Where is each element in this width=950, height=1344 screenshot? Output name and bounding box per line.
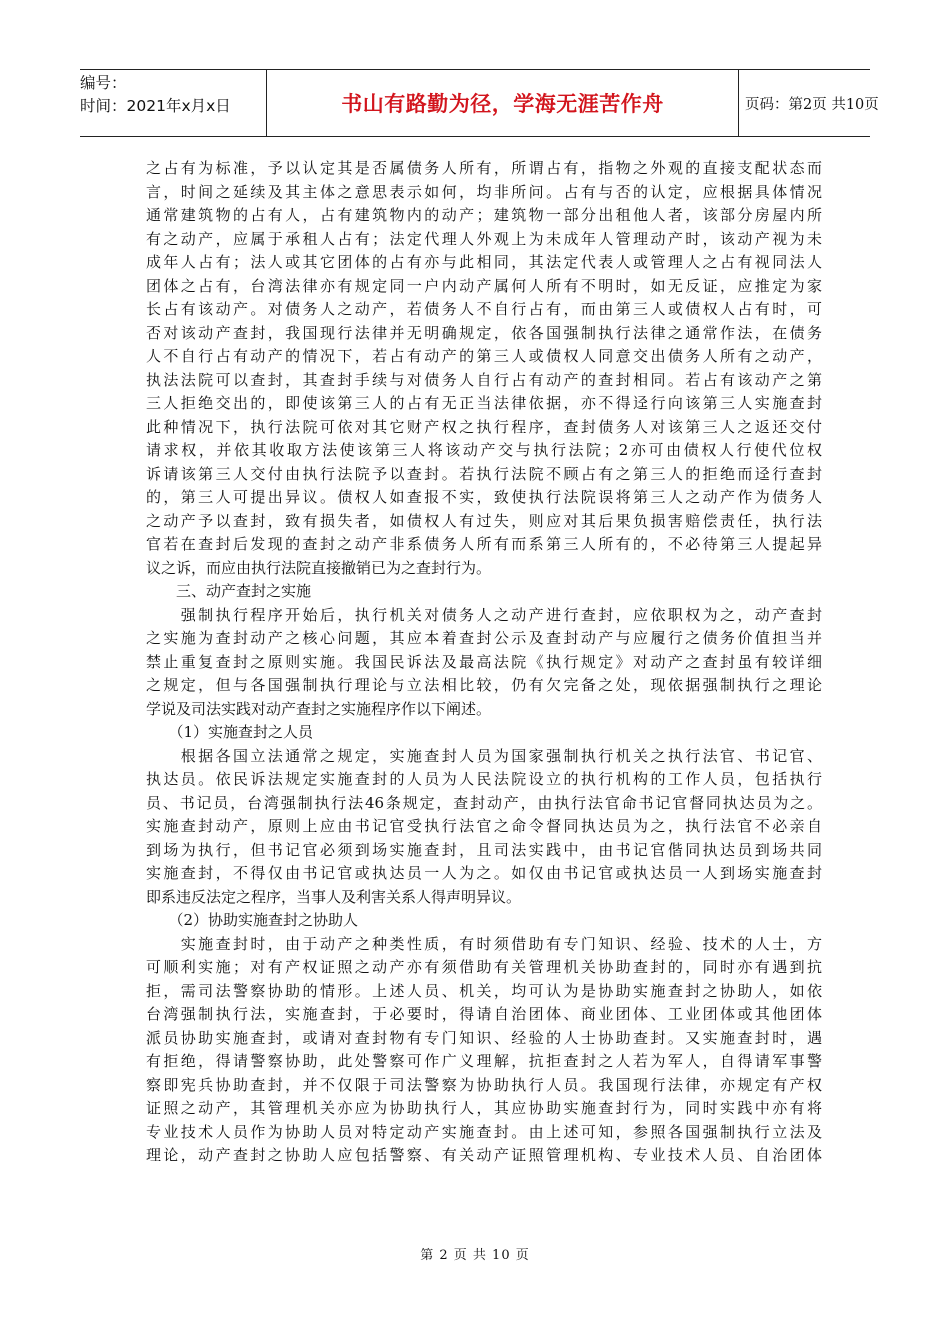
body-text-line: 通常建筑物的占有人，占有建筑物内的动产；建筑物一部分出租他人者，该部分房屋内所	[146, 206, 822, 224]
page-header	[80, 69, 879, 137]
body-text-line: 台湾强制执行法，实施查封，于必要时，得请自治团体、商业团体、工业团体或其他团体	[146, 1005, 822, 1023]
body-text-line: （2）协助实施查封之协助人	[146, 911, 359, 929]
body-text-line: 有拒绝，得请警察协助，此处警察可作广义理解，抗拒查封之人若为军人，自得请军事警	[146, 1052, 822, 1070]
body-text-line: 即系违反法定之程序，当事人及利害关系人得声明异议。	[146, 887, 522, 906]
body-text-line: 执达员。依民诉法规定实施查封的人员为人民法院设立的执行机构的工作人员，包括执行	[146, 770, 822, 788]
body-text-line: 之动产予以查封，致有损失者，如债权人有过失，则应对其后果负损害赔偿责任，执行法	[146, 511, 822, 530]
body-text-line: 拒，需司法警察协助的情形。上述人员、机关，均可认为是协助实施查封之协助人，如依	[146, 981, 822, 1000]
body-text-line: 员、书记员，台湾强制执行法46条规定，查封动产，由执行法官命书记官督同执达员为之。	[146, 793, 822, 812]
body-text-line: 言，时间之延续及其主体之意思表示如何，均非所问。占有与否的认定，应根据具体情况	[146, 182, 822, 201]
body-text-line: 议之诉，而应由执行法院直接撤销已为之查封行为。	[146, 558, 492, 577]
body-text-line: 实施查封，不得仅由书记官或执达员一人为之。如仅由书记官或执达员一人到场实施查封	[146, 864, 822, 882]
header-meta	[80, 70, 267, 136]
body-text-line: 可顺利实施；对有产权证照之动产亦有须借助有关管理机关协助查封的，同时亦有遇到抗	[146, 958, 822, 976]
body-text-line: 三、动产查封之实施	[146, 582, 312, 600]
document-number-label: 编号：	[80, 74, 127, 92]
body-text-line: 察即宪兵协助查封，并不仅限于司法警察为协助执行人员。我国现行法律，亦规定有产权	[146, 1075, 822, 1094]
header-motto-cell	[267, 70, 739, 136]
header-page-cell	[739, 70, 879, 136]
body-text-line: 长占有该动产。对债务人之动产，若债务人不自行占有，而由第三人或债权人占有时，可	[146, 300, 822, 318]
body-text-line: 三人拒绝交出的，即使该第三人的占有无正当法律依据，亦不得迳行向该第三人实施查封	[146, 394, 822, 412]
header-motto: 书山有路勤为径，学海无涯苦作舟	[341, 92, 664, 116]
body-text-line: 之规定，但与各国强制执行理论与立法相比较，仍有欠完备之处，现依据强制执行之理论	[146, 676, 822, 694]
body-text-line: 请求权，并依其收取方法使该第三人将该动产交与执行法院；2亦可由债权人行使代位权	[146, 441, 822, 459]
body-text-line: 专业技术人员作为协助人员对特定动产实施查封。由上述可知，参照各国强制执行立法及	[146, 1122, 822, 1141]
body-text-line: 实施查封时，由于动产之种类性质，有时须借助有专门知识、经验、技术的人士，方	[146, 934, 822, 953]
body-text-line: 理论，动产查封之协助人应包括警察、有关动产证照管理机构、专业技术人员、自治团体	[146, 1146, 822, 1164]
body-text-line: 之实施为查封动产之核心问题，其应本着查封公示及查封动产与应履行之债务价值担当并	[146, 629, 822, 647]
body-text-line: 派员协助实施查封，或请对查封物有专门知识、经验的人士协助查封。又实施查封时，遇	[146, 1028, 822, 1047]
page-footer	[0, 1244, 950, 1263]
body-text-line: 到场为执行，但书记官必须到场实施查封，且司法实践中，由书记官偕同执达员到场共同	[146, 840, 822, 859]
body-text-line: 官若在查封后发现的查封之动产非系债务人所有而系第三人所有的，不必待第三人提起异	[146, 535, 822, 553]
body-text-line: 执法法院可以查封，其查封手续与对债务人自行占有动产的查封相同。若占有该动产之第	[146, 370, 822, 389]
body-text-line: 有之动产，应属于承租人占有；法定代理人外观上为未成年人管理动产时，该动产视为未	[146, 229, 822, 248]
body-text-line: 此种情况下，执行法院可依对其它财产权之执行程序，查封债务人对该第三人之返还交付	[146, 417, 822, 436]
body-text-line: 诉请该第三人交付由执行法院予以查封。若执行法院不顾占有之第三人的拒绝而迳行查封	[146, 464, 822, 483]
footer-page-number: 第 2 页 共 10 页	[420, 1248, 530, 1263]
document-time-label: 时间：2021年x月x日	[80, 97, 231, 115]
body-text-line: 否对该动产查封，我国现行法律并无明确规定，依各国强制执行法律之通常作法，在债务	[146, 323, 822, 342]
header-page-number: 页码：第2页 共10页	[745, 96, 879, 113]
document-body	[146, 157, 822, 1168]
body-text-line: 实施查封动产，原则上应由书记官受执行法官之命令督同执达员为之，执行法官不必亲自	[146, 817, 822, 835]
body-text-line: 根据各国立法通常之规定，实施查封人员为国家强制执行机关之执行法官、书记官、	[146, 746, 822, 765]
body-text-line: 成年人占有；法人或其它团体的占有亦与此相同，其法定代表人或管理人之占有视同法人	[146, 253, 822, 271]
body-text-line: 学说及司法实践对动产查封之实施程序作以下阐述。	[146, 699, 492, 718]
body-text-line: 证照之动产，其管理机关亦应为协助执行人，其应协助实施查封行为，同时实践中亦有将	[146, 1099, 822, 1117]
body-text-line: 之占有为标准，予以认定其是否属债务人所有，所谓占有，指物之外观的直接支配状态而	[146, 159, 822, 177]
body-text-line: 团体之占有，台湾法律亦有规定同一户内动产属何人所有不明时，如无反证，应推定为家	[146, 276, 822, 295]
body-text-line: 人不自行占有动产的情况下，若占有动产的第三人或债权人同意交出债务人所有之动产，	[146, 347, 822, 365]
body-text-line: 的，第三人可提出异议。债权人如查报不实，致使执行法院误将第三人之动产作为债务人	[146, 488, 822, 506]
body-text-line: 禁止重复查封之原则实施。我国民诉法及最高法院《执行规定》对动产之查封虽有较详细	[146, 652, 822, 671]
body-text-line: （1）实施查封之人员	[146, 723, 314, 741]
body-text-line: 强制执行程序开始后，执行机关对债务人之动产进行查封，应依职权为之，动产查封	[146, 605, 822, 624]
